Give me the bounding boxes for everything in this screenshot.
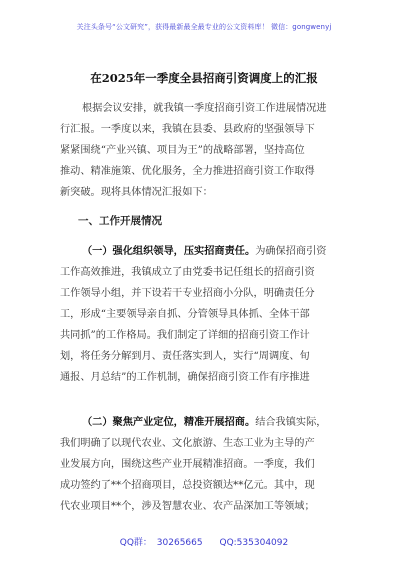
- text-line: 业发展方向，围绕这些产业开展精准招商。一季度，我们: [60, 459, 315, 470]
- text-line: 通报、月总结”的工作机制，确保招商引资工作有序推进: [60, 372, 310, 383]
- qq-number-text: QQ:535304092: [219, 538, 289, 548]
- text-line: 代农业项目**个，涉及智慧农业、农产品深加工等领域；: [60, 501, 315, 512]
- paragraph-intro: [60, 98, 348, 203]
- paragraph-industry: [60, 412, 348, 517]
- paragraph-organization: [60, 241, 348, 388]
- text-line: 工，形成“主要领导亲自抓、分管领导具体抓、全体干部: [60, 309, 310, 320]
- text-line: 工作领导小组，并下设若干专业招商小分队，明确责任分: [60, 288, 315, 299]
- text-line: 紧紧围绕“产业兴镇、项目为王”的战略部署，坚持高位: [60, 145, 305, 156]
- header-banner: 关注头条号“公文研究”，获得最新最全最专业的公文资料库！ 微信：gongwenyj: [76, 23, 332, 31]
- qq-group-text: QQ群： 30265665: [119, 538, 203, 548]
- text-line: [60, 412, 348, 433]
- text-line: 成功签约了**个招商项目，总投资额达**亿元。其中，现: [60, 480, 315, 491]
- text-line: 共同抓”的工作格局。我们制定了详细的招商引资工作计: [60, 330, 310, 341]
- text-line: [60, 241, 348, 262]
- paragraph-lead: （一）强化组织领导，压实招商责任。: [82, 245, 256, 257]
- paragraph-lead: （二）聚焦产业定位，精准开展招商。: [82, 416, 256, 428]
- text-line: 我们明确了以现代农业、文化旅游、生态工业为主导的产: [60, 438, 315, 449]
- text-line: 工作高效推进，我镇成立了由党委书记任组长的招商引资: [60, 267, 315, 278]
- text-line: 推动、精准施策、优化服务，全力推进招商引资工作取得: [60, 166, 315, 177]
- footer-contact: [0, 535, 408, 548]
- text-line: 行汇报。一季度以来，我镇在县委、县政府的坚强领导下: [60, 124, 315, 135]
- text-line: 新突破。现将具体情况汇报如下：: [60, 187, 213, 198]
- document-title: 在2025年一季度全县招商引资调度上的汇报: [90, 71, 318, 85]
- text-line: 根据会议安排，就我镇一季度招商引资工作进展情况进: [82, 103, 327, 114]
- section-heading: 一、工作开展情况: [78, 215, 162, 227]
- lead-rest: 结合我镇实际，: [255, 417, 327, 428]
- text-line: 划，将任务分解到月、责任落实到人，实行“周调度、旬: [60, 351, 310, 362]
- lead-rest: 为确保招商引资: [255, 246, 327, 257]
